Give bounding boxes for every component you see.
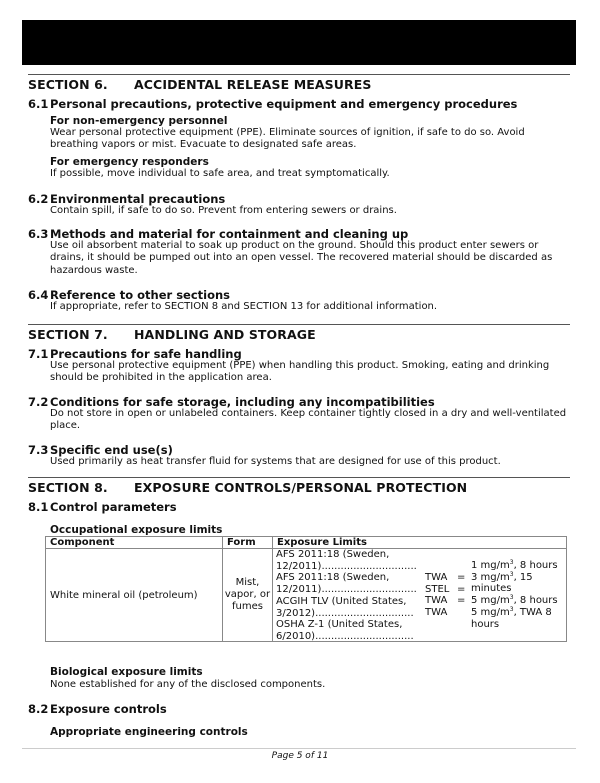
header-exposure-limits: Exposure Limits	[273, 537, 567, 549]
non-emergency-text: Wear personal protective equipment (PPE). Eliminate sources of ignition, if safe to do so. Avoid breathing vapors or mist. Evacuate to designated safe areas.	[50, 127, 525, 151]
engineering-controls-heading: Appropriate engineering controls	[50, 726, 248, 738]
containment-text: Use oil absorbent material to soak up product on the ground. Should this product enter sewers or drains, it should be pumped out into an open vessel. The recovered material should be discarded as hazardous waste.	[50, 240, 553, 276]
subsection-7-1-heading: 7.1 Precautions for safe handling	[28, 347, 242, 361]
section-8-top-rule	[28, 477, 570, 478]
limit-types: TWA STEL TWA TWA	[425, 572, 450, 619]
subsection-6-3-heading: 6.3 Methods and material for containment and cleaning up	[28, 227, 409, 241]
emergency-responders-heading: For emergency responders	[50, 156, 209, 168]
subsection-6-1-heading: 6.1 Personal precautions, protective equipment and emergency procedures	[28, 97, 518, 111]
header-component: Component	[46, 537, 223, 549]
header-form: Form	[223, 537, 273, 549]
section-7-top-rule	[28, 324, 570, 325]
subsection-8-1-heading: 8.1 Control parameters	[28, 500, 177, 514]
section-8-heading: SECTION 8. EXPOSURE CONTROLS/PERSONAL PROTECTION	[28, 480, 468, 495]
subsection-7-2-heading: 7.2 Conditions for safe storage, including any incompatibilities	[28, 395, 435, 409]
limit-sources: AFS 2011:18 (Sweden, 12/2011).............................. AFS 2011:18 (Sweden, 12/2011).............................. ACGIH TLV (United States, 3/2012)............................... OSHA Z-1 (United States, 6/2010)...............................	[276, 549, 417, 642]
subsection-7-3-heading: 7.3 Specific end use(s)	[28, 443, 173, 457]
section-6-heading: SECTION 6. ACCIDENTAL RELEASE MEASURES	[28, 77, 372, 92]
section-7-heading: SECTION 7. HANDLING AND STORAGE	[28, 327, 316, 342]
section-6-top-rule	[28, 74, 570, 75]
page-number: Page 5 of 11	[271, 751, 329, 761]
occupational-limits-heading: Occupational exposure limits	[50, 524, 223, 536]
biological-limits-text: None established for any of the disclosed components.	[50, 679, 326, 690]
subsection-8-2-heading: 8.2 Exposure controls	[28, 702, 167, 716]
reference-text: If appropriate, refer to SECTION 8 and SECTION 13 for additional information.	[50, 301, 438, 312]
limit-values: 1 $mg/m^3$, 8 hours 3 $mg/m^3$, 15 minutes 5 $mg/m^3$, 8 hours 5 $mg/m^3$, TWA 8 hours	[471, 559, 558, 630]
header-bar	[22, 20, 576, 65]
environmental-precautions-text: Contain spill, if safe to do so. Prevent from entering sewers or drains.	[50, 205, 397, 216]
end-use-text: Used primarily as heat transfer fluid for systems that are designed for use of this product.	[50, 456, 501, 467]
subsection-6-4-heading: 6.4 Reference to other sections	[28, 288, 231, 302]
cell-exposure-limits	[273, 549, 567, 642]
safe-handling-text: Use personal protective equipment (PPE) when handling this product. Smoking, eating and drinking should be prohibited in the application area.	[50, 360, 550, 384]
non-emergency-heading: For non-emergency personnel	[50, 115, 228, 127]
limit-equals: = = =	[457, 572, 466, 607]
emergency-responders-text: If possible, move individual to safe area, and treat symptomatically.	[50, 168, 390, 179]
biological-limits-heading: Biological exposure limits	[50, 666, 203, 678]
exposure-limits-table	[45, 536, 567, 642]
cell-component: White mineral oil (petroleum)	[46, 549, 223, 642]
table-row	[46, 549, 567, 642]
cell-form: Mist, vapor, or fumes	[223, 549, 273, 642]
footer-rule	[22, 748, 576, 749]
safe-storage-text: Do not store in open or unlabeled containers. Keep container tightly closed in a dry and well-ventilated place.	[50, 408, 567, 432]
table-header-row	[46, 537, 567, 549]
subsection-6-2-heading: 6.2 Environmental precautions	[28, 192, 226, 206]
